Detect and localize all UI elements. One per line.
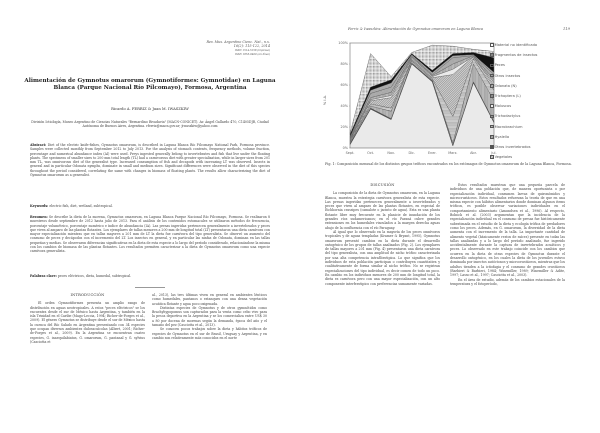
issn-online: ISSN 1853-0400 (en línea) <box>235 53 270 57</box>
legend-item-hyalella <box>490 132 600 142</box>
legend-label: Otros invertebrados <box>494 144 531 149</box>
intro-heading: INTRODUCCIÓN <box>70 293 105 297</box>
discussion-paragraph: En el área de estudio, además de los cambios estacionales de la temperatura y el fotoperíodo, <box>450 277 565 286</box>
page-number: 119 <box>563 27 570 31</box>
legend-item-otros-invertebrados <box>490 142 600 152</box>
issn-print: ISSN 1514-5158 (impresa) <box>234 48 270 52</box>
legend-swatch <box>490 104 494 108</box>
y-axis-label: % I.A. <box>323 94 327 106</box>
keywords <box>30 204 270 208</box>
intro-paragraph: Distintas especies de Gymnotus y de otros gymnótidos como Brachyhypopomus son capturados para la venta como cebo vivo para la pesca deportiva en la Argentina y se los comercializa entre US$ 30 a 80 por docena de morenas según la demanda, época del año y el tamaño del pez (Casciotta et al., 2013). <box>152 305 267 328</box>
abstract <box>30 143 270 177</box>
journal-citation <box>206 40 270 58</box>
legend-swatch <box>490 125 494 129</box>
legend-item-material-no-identificado <box>490 40 600 50</box>
legend-item-fragmentos-de-insectos <box>490 50 600 60</box>
intro-paragraph: Se conocen pocos trabajos sobre la dieta y hábitos tróficos de especies de Gymnotus en el sur de Brasil, Uruguay y Argentina, y en cambio son relativamente más conocidos en el norte <box>152 327 267 340</box>
legend-label: Vegetales <box>494 155 513 160</box>
x-tick-label: Nov. <box>387 151 395 155</box>
keywords-text: electric fish, diet, wetland, subtropical. <box>49 204 113 208</box>
legend-label: Peces <box>494 63 505 68</box>
legend-label: Fragmentos de insectos <box>494 53 538 58</box>
figure-caption: Fig. 1: Composición mensual de los distintos grupos tróficos encontrados en los estómagos de Gymnotus omarorum de la Laguna Blanca, Formosa. <box>325 162 572 166</box>
discussion-paragraph: La composición de la dieta de Gymnotus omarorum, en la Laguna Blanca, muestra la estrategia carnívora generalista de esta especie. Las presas ingeridas pertenecen generalmente a invertebrados y peces que viven al amparo de las plantas flotantes, en especial de Eichhornia crassipes (camalote o jacinto de agua). Esta es una planta flotante libre muy frecuente en la planicie de inundación de los grandes ríos sudamericanos; en el río Paraná cubre grandes extensiones en los humedales vinculados a la margen derecha aguas abajo de la confluencia con el río Paraguay. <box>325 191 440 230</box>
discussion-paragraph: Al igual que lo observado en la mayoría de los peces omnívoros tropicales y de aguas templadas (Kramer & Bryant, 1995), Gymnotus omarorum presentó cambios en la dieta durante el desarrollo ontogénico de los grupos de tallas analizados (Fig. 2). Los ejemplares de tallas mayores a 201 mm (Fig. 4) presentaron una dieta carnívora del tipo generalista, con una amplitud de nicho trófico caracterizada por una alta competencia intraflórotipica. Lo que significa que los individuos de esta población participan o contribuyen cuantitativa y cualitativamente de forma similar al nicho trófico. No se registran especializaciones del tipo individual, es decir comen de todo un poco. En cambio en los individuos menores de 200 mm de longitud total, la dieta es carnívora pero con una mayor especialización, con un alto componente interferotipico con preferencias sumamente variadas. <box>325 229 440 286</box>
discussion-heading: DISCUSIÓN <box>370 183 395 187</box>
palabras-text: peces eléctricos, dieta, humedal, subtropical. <box>57 274 132 278</box>
legend-swatch <box>490 145 494 149</box>
legend-swatch <box>490 64 494 68</box>
legend-item-macrobrachium <box>490 122 600 132</box>
legend-swatch <box>490 43 494 47</box>
legend-label: Hyalella <box>494 134 510 139</box>
discussion-column-1 <box>325 183 440 286</box>
authors: Ricardo A. FERRIZ & Juan M. IWASZKIW <box>111 107 189 111</box>
legend-swatch <box>490 155 494 159</box>
legend-label: Macrobrachium <box>494 124 523 129</box>
legend-item-vegetales <box>490 152 600 162</box>
affiliation: División Ictiología, Museo Argentino de Ciencias Naturales "Bernardino Rivadavia" (MACN-CONICET). Av. Ángel Gallardo 470, C1405DJR, Ciudad Autónoma de Buenos Aires, Argentina. rferriz@macn.gov.ar; jiwaszkiw@yahoo.com <box>31 120 269 129</box>
legend-swatch <box>490 84 494 88</box>
x-tick-label: Marz. <box>448 151 458 155</box>
resumen-text: Se describe la dieta de la morena, Gymnotus omarorum, en Laguna Blanca Parque Nacional Río Pilcomayo, Formosa. Se realizaron 8 muestreos desde septiembre de 2012 hasta julio de 2013. Para el análisis de los contenidos estomacales se utilizaron métodos de frecuencia, porcentaje volumétrico, porcentaje numérico e índice de abundancia (IA). Las presas ingeridas pertenecen generalmente a invertebrados y peces que viven al amparo de las plantas flotantes. Los ejemplares de tallas menores a 200 mm de longitud total (LT) presentaron una dieta carnívora con mayor especialización mientras que en tallas mayores a 201 mm de LT la dieta fue carnívora del tipo generalista. Se observó un aumento del consumo de peces y decápodos con el incremento del LT. Los insectos en general, y en particular las ninfas de Odonata, dominan en las tallas pequeñas y medias. Se observaron diferencias significativas en la dieta de esta especie a lo largo del período considerado, relacionándose la misma con los cambios de biomasa de las plantas flotantes. Los resultados permiten caracterizar a la dieta de Gymnotus omarorum como una especie carnívora generalista. <box>30 215 270 254</box>
plot-layers <box>350 43 494 148</box>
intro-paragraph: al., 2013), las tres últimas viven en general en ambientes lénticos como humedales, pantanos o estanques con una densa vegetación acuática flotante y agua poco oxigenada. <box>152 293 267 306</box>
abstract-text: Diet of the electric knife-fishes, Gymnotus omarorum, is described in Laguna Blanca Río Pilcomayo National Park, Formosa province. Samples were collected monthly from September 2012 to July 2013. For the analysis of stomach contents, frequency methods, volume fraction, percentage and numerical abundance index (AI) were used. Preys ingested generally belong to invertebrates and fish that live under the floating plants. The specimens of smaller sizes to 200 mm total length (TL) had a carnivorous diet with greater specialization, while in larger sizes from 201 mm TL, was omnivorous diet of the generalist type. Increased consumption of fish and decapods with increasing LT was observed. Insects in general and in particular Odonata nymphs, dominate in small and medium sizes. Significant differences were observed in the diet of this species throughout the period considered, correlating the same with changes in biomass of floating plants. The results allow characterizing the diet of Gymnotus omarorum as a generalist. <box>30 143 270 178</box>
legend-item-moluscos <box>490 101 600 111</box>
legend-label: Odonata (N) <box>494 83 517 88</box>
palabras-label: Palabras clave: <box>30 274 57 278</box>
chart-legend <box>490 40 600 162</box>
y-tick-label: 0% <box>342 146 348 151</box>
right-page <box>300 0 600 433</box>
section-divider <box>135 287 165 288</box>
legend-label: Trichoptera (L) <box>494 94 521 99</box>
legend-item-trichodactylus <box>490 111 600 121</box>
legend-item-peces <box>490 60 600 70</box>
legend-label: Otros insectos <box>494 73 521 78</box>
discussion-paragraph: Estos resultados muestran que una pequeña parcela de individuos de una población que, de manera oportunista o por especialización individual, consumen larvas de quironómidos y microcrustáceos. Estos resultados refuerzan la teoría de que en una misma especie con hábitos alimentarios donde dominan algunos items tróficos, es posible observar variaciones individuales en el comportamiento alimentario (Amundsen et al., 1996). Al respecto, Bolnick et al. (2003) argumentan que la incidencia de la especialización individual en el consumo de presas fue históricamente subestimada en el estudio de la dieta y ecología trófica de predadores como los peces. Además, en G. omarorum, la diversidad de la dieta aumenta con el incremento de la talla. La importante cantidad de alimento vegetal (básicamente restos de raíces) presente en todas las tallas analizadas y a lo largo del período analizado, fue ingerido accidentalmente durante la captura de invertebrados acuáticos y peces. Lo observado en este trabajo coincide con los cambios que ocurren en la dieta de otras especies de Gymnotus durante el desarrollo ontogénico, en los cuales la dieta de los juveniles estuvo dominada por insectos autóctonos y microcrustáceos, mientras que los adultos tienden a la ictiofagia y el consumo de grandes crustáceos (Barbieri & Barbieri, 1984; Winemiller, 1989; Winemiller & Adite, 1997; Lasso et al., 1997; Casciotta et al., 2003). <box>450 183 565 278</box>
y-tick-label: 100% <box>338 41 348 46</box>
legend-swatch <box>490 135 494 139</box>
article-title: Alimentación de Gymnotus omarorum (Gymnotiformes: Gymnotidae) en Laguna Blanca (Parque Nacional Río Pilcomayo), Formosa, Argentina <box>24 78 276 91</box>
legend-label: Trichodactylus <box>494 114 521 119</box>
x-tick-label: Dic. <box>408 151 415 155</box>
x-tick-label: Sept. <box>345 151 355 155</box>
keywords-label: Keywords: <box>30 204 49 208</box>
discussion-column-2 <box>450 183 565 286</box>
journal-name: Rev. Mus. Argentino Cienc. Nat., n.s. <box>206 40 270 44</box>
legend-item-otros-insectos <box>490 71 600 81</box>
x-tick-label: Abr. <box>470 151 477 155</box>
palabras-clave <box>30 274 270 278</box>
legend-swatch <box>490 53 494 57</box>
resumen-label: Resumen: <box>30 215 48 219</box>
legend-swatch <box>490 115 494 119</box>
y-tick-label: 60% <box>340 83 348 88</box>
y-tick-label: 40% <box>340 104 348 109</box>
abstract-label: Abstract: <box>30 143 47 147</box>
journal-volume: 16(2): 115-122, 2014 <box>233 44 270 49</box>
legend-item-trichoptera-l <box>490 91 600 101</box>
legend-item-odonata-n <box>490 81 600 91</box>
x-tick-label: Jul. <box>491 151 497 155</box>
intro-column-2 <box>152 293 267 340</box>
intro-column-1 <box>30 293 145 344</box>
resumen <box>30 215 270 254</box>
running-head: Ferriz & Iwaszkiw: Alimentación de Gymnotus omarorum en Laguna Blanca <box>348 27 484 31</box>
legend-swatch <box>490 94 494 98</box>
y-tick-label: 80% <box>340 62 348 67</box>
legend-swatch <box>490 74 494 78</box>
y-tick-label: 20% <box>340 125 348 130</box>
x-tick-label: Ener. <box>428 151 437 155</box>
intro-paragraph: El orden Gymnotiformes presenta un amplio rango de distribución en aguas neotropicales. A estos "peces eléctricos" se los encuentra desde el sur de México hasta Argentina, y también en la isla Trinidad en el Caribe (Mago-Leccia, 1994; Richer-de-Forges et al., 2009). El género Gymnotus se distribuye desde el sur de México hasta la cuenca del Río Salado en Argentina presentando con 34 especies que ocupan diversos ambientes dulceacuícolas (Albert, 2001; Richer-de-Forges et al., 2009). En la Argentina se encuentran cuatro especies, G. inaequilabiatus, G. omarorum, G. pantanal y G. sylvius (Casciotta et <box>30 301 145 344</box>
x-tick-label: Oct. <box>367 151 375 155</box>
legend-label: Moluscos <box>494 104 512 109</box>
legend-label: Material no identificado <box>494 43 538 48</box>
